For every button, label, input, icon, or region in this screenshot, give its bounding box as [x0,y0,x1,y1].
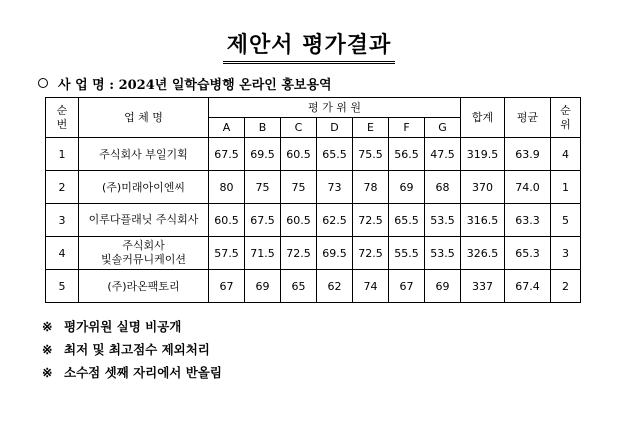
total-cell: 316.5 [461,204,505,237]
note-text: 소수점 셋째 자리에서 반올림 [64,365,222,380]
score-cell: 75 [281,171,317,204]
note-text: 평가위원 실명 비공개 [64,319,182,334]
project-label: 사 업 명 : [58,78,115,93]
score-cell: 75.5 [353,138,389,171]
header-evaluator-d: D [317,118,353,138]
header-evaluator-a: A [209,118,245,138]
header-company: 업 체 명 [79,98,209,138]
score-cell: 69.5 [245,138,281,171]
score-cell: 69 [425,270,461,303]
reference-mark-icon: ※ [42,319,53,334]
table-row [46,270,581,303]
score-cell: 65.5 [389,204,425,237]
table-row [46,171,581,204]
note-item [42,363,222,386]
rank-cell: 1 [551,171,581,204]
average-cell: 63.3 [505,204,551,237]
score-cell: 60.5 [281,138,317,171]
score-cell: 72.5 [353,237,389,270]
score-cell: 71.5 [245,237,281,270]
score-cell: 72.5 [281,237,317,270]
header-total: 합계 [461,98,505,138]
header-evaluator-e: E [353,118,389,138]
title-container [0,28,618,64]
note-text: 최저 및 최고점수 제외처리 [64,342,210,357]
rank-cell: 3 [551,237,581,270]
company-name: 주식회사 부일기획 [79,138,209,171]
score-cell: 67.5 [245,204,281,237]
score-cell: 74 [353,270,389,303]
row-number: 5 [46,270,79,303]
average-cell: 65.3 [505,237,551,270]
reference-mark-icon: ※ [42,342,53,357]
score-cell: 67 [209,270,245,303]
company-name: (주)라온팩토리 [79,270,209,303]
header-average: 평균 [505,98,551,138]
score-cell: 75 [245,171,281,204]
company-name: (주)미래아이엔씨 [79,171,209,204]
header-evaluator-f: F [389,118,425,138]
score-cell: 47.5 [425,138,461,171]
total-cell: 370 [461,171,505,204]
project-line [38,74,332,93]
score-cell: 72.5 [353,204,389,237]
score-cell: 69 [245,270,281,303]
score-cell: 55.5 [389,237,425,270]
header-evaluators: 평 가 위 원 [209,98,461,118]
header-evaluator-b: B [245,118,281,138]
company-name: 이루다플래닛 주식회사 [79,204,209,237]
average-cell: 63.9 [505,138,551,171]
score-cell: 53.5 [425,204,461,237]
note-item [42,340,222,363]
header-rank-no: 순번 [46,98,79,138]
project-name: 2024년 일학습병행 온라인 홍보용역 [118,78,332,93]
average-cell: 74.0 [505,171,551,204]
score-cell: 78 [353,171,389,204]
row-number: 3 [46,204,79,237]
score-cell: 56.5 [389,138,425,171]
company-name: 주식회사 빛솔커뮤니케이션 [79,237,209,270]
notes-section [42,317,222,386]
rank-cell: 5 [551,204,581,237]
average-cell: 67.4 [505,270,551,303]
evaluation-table [45,97,581,303]
page-title: 제안서 평가결과 [223,28,395,64]
score-cell: 57.5 [209,237,245,270]
score-cell: 62.5 [317,204,353,237]
score-cell: 67.5 [209,138,245,171]
note-item [42,317,222,340]
score-cell: 69.5 [317,237,353,270]
header-evaluator-c: C [281,118,317,138]
reference-mark-icon: ※ [42,365,53,380]
score-cell: 60.5 [209,204,245,237]
score-cell: 65 [281,270,317,303]
score-cell: 62 [317,270,353,303]
score-cell: 67 [389,270,425,303]
table-row [46,204,581,237]
table-row [46,237,581,270]
table-row [46,138,581,171]
row-number: 4 [46,237,79,270]
score-cell: 65.5 [317,138,353,171]
row-number: 1 [46,138,79,171]
total-cell: 326.5 [461,237,505,270]
total-cell: 319.5 [461,138,505,171]
score-cell: 80 [209,171,245,204]
total-cell: 337 [461,270,505,303]
score-cell: 68 [425,171,461,204]
score-cell: 73 [317,171,353,204]
rank-cell: 2 [551,270,581,303]
row-number: 2 [46,171,79,204]
score-cell: 69 [389,171,425,204]
header-evaluator-g: G [425,118,461,138]
circle-bullet-icon [38,78,48,88]
header-ranking: 순위 [551,98,581,138]
rank-cell: 4 [551,138,581,171]
score-cell: 53.5 [425,237,461,270]
score-cell: 60.5 [281,204,317,237]
